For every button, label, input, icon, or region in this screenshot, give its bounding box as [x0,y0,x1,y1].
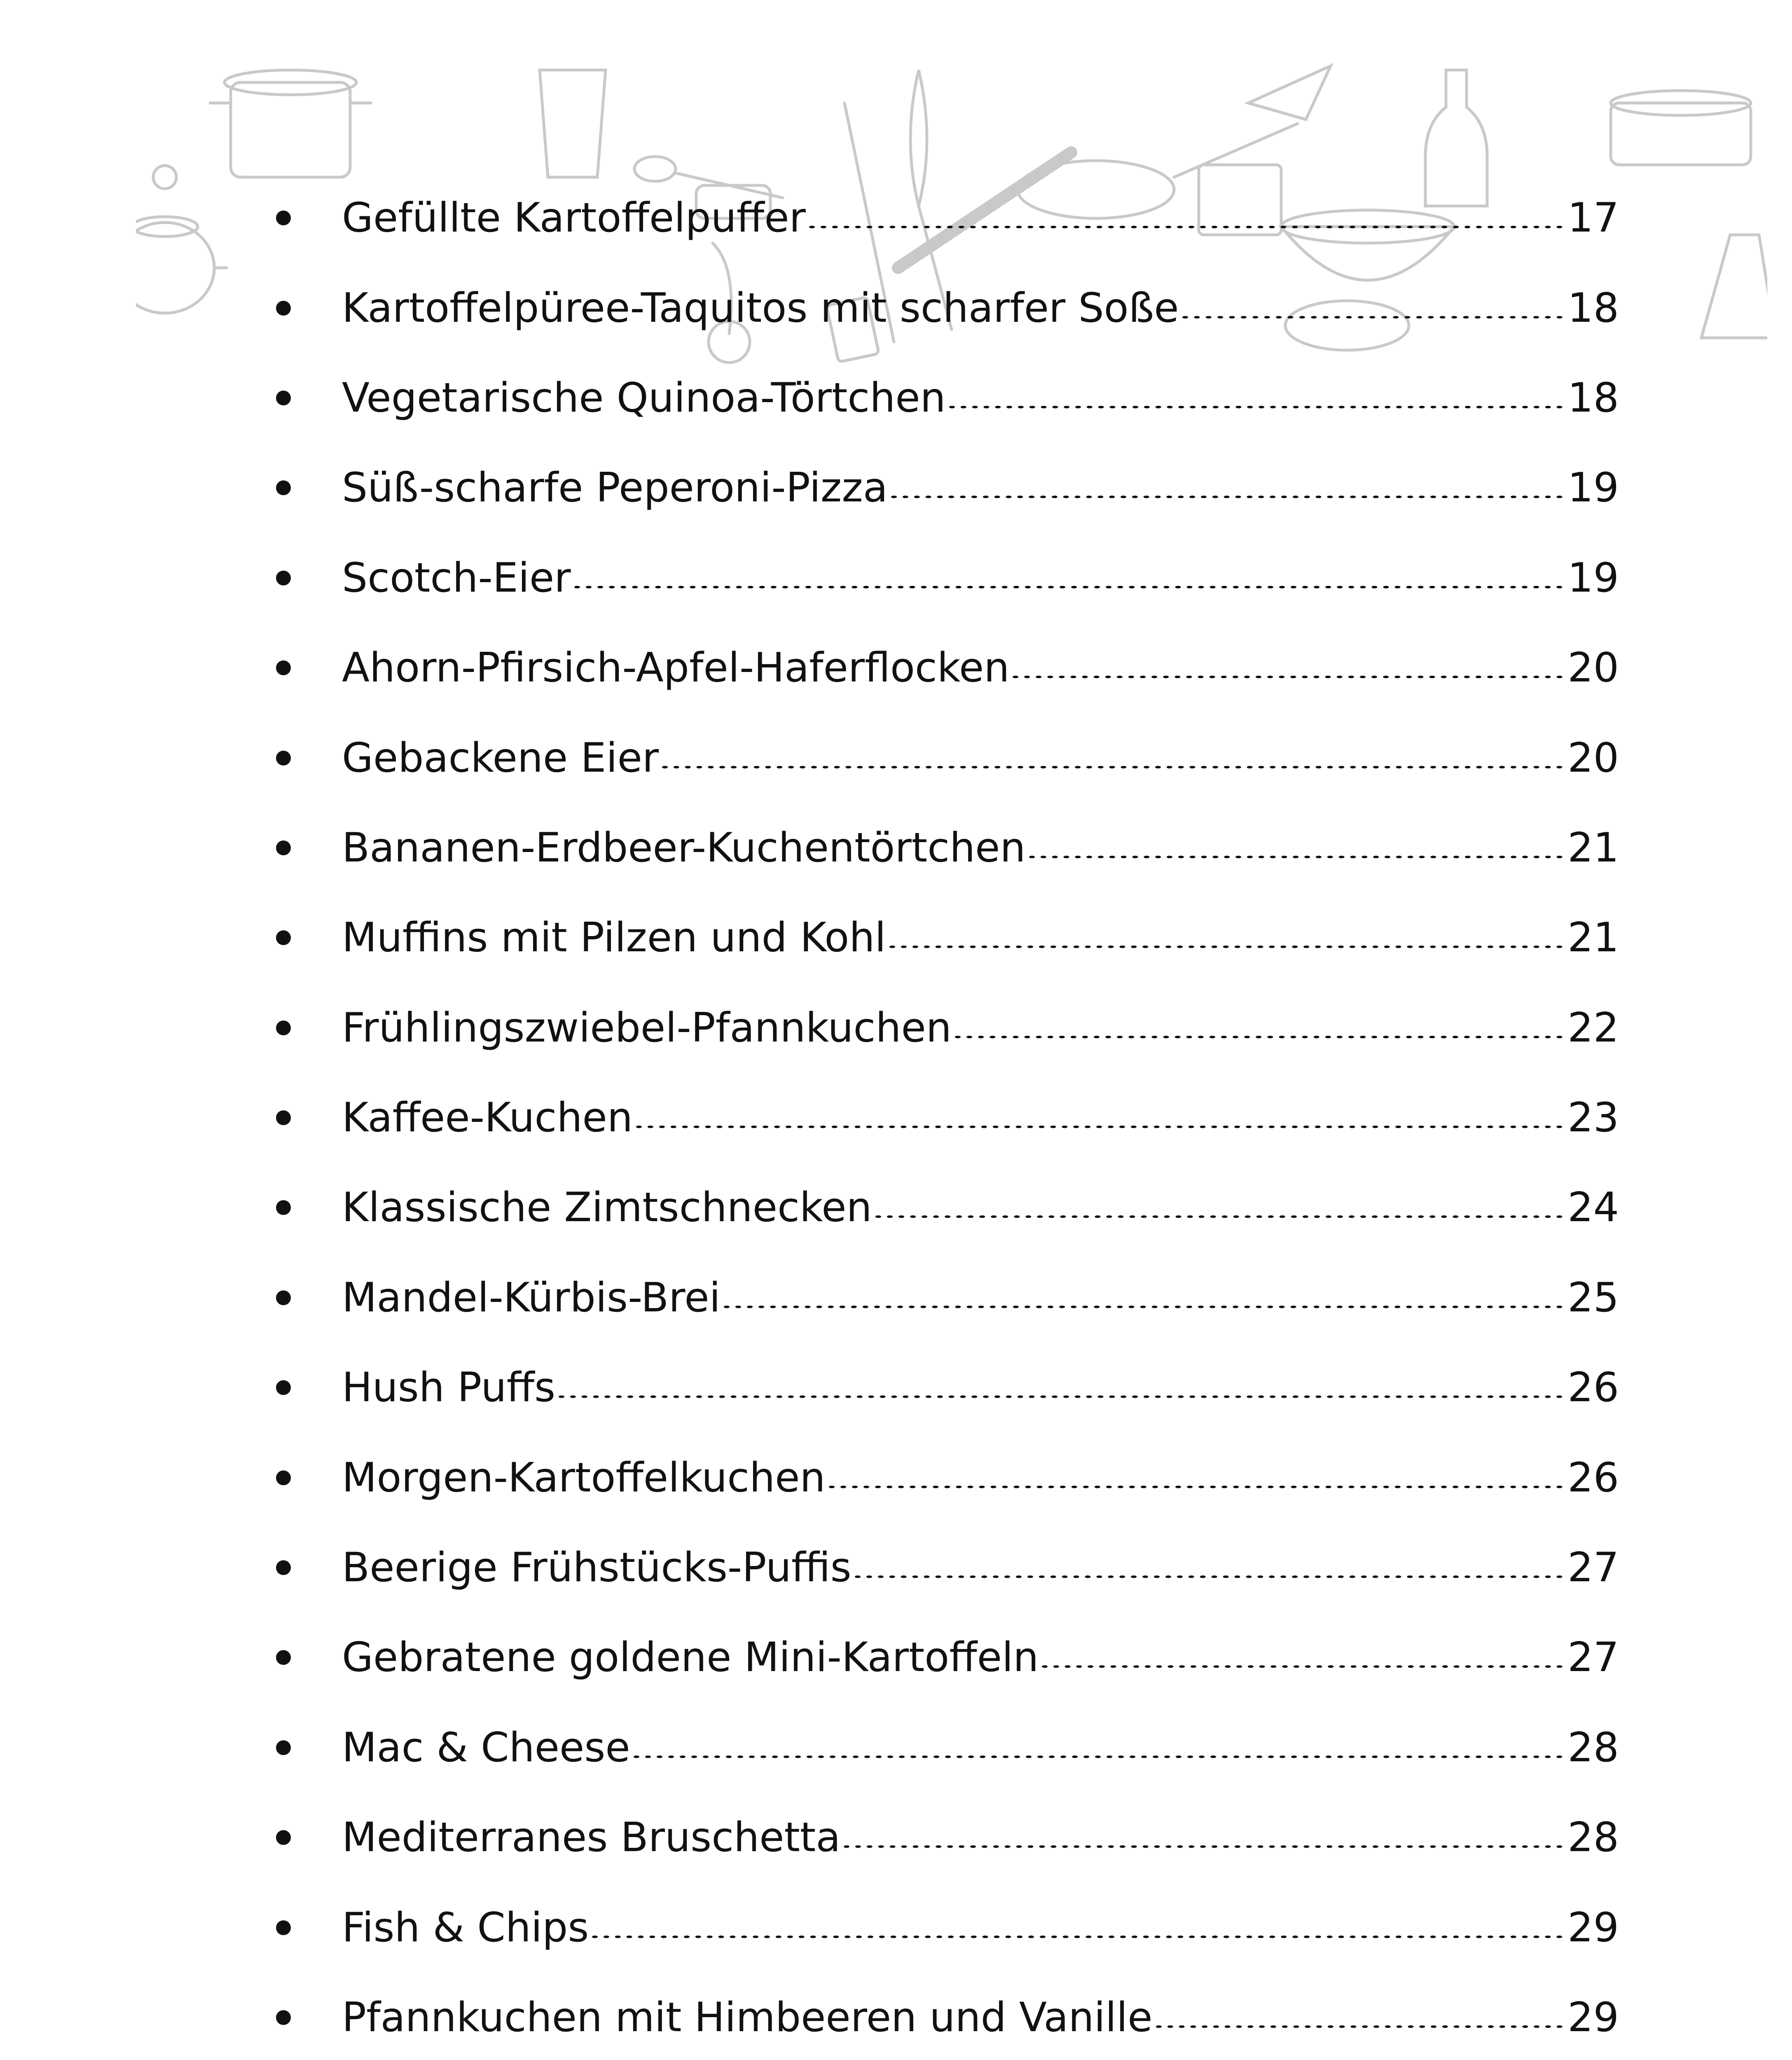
toc-entry-body [342,1073,1619,1163]
toc-entry-page-number: 17 [1567,194,1619,242]
toc-entry-title: Vegetarische Quinoa-Törtchen [342,374,946,421]
bullet-icon [276,211,291,225]
toc-entry-body [342,1882,1619,1972]
toc-entry[interactable] [276,713,1619,803]
toc-entry[interactable] [276,1973,1619,2060]
toc-entry-title: Fish & Chips [342,1904,589,1951]
bullet-icon [276,1740,291,1755]
toc-entry[interactable] [276,1703,1619,1793]
toc-entry-page-number: 19 [1567,554,1619,602]
toc-entry-page-number: 28 [1567,1724,1619,1771]
toc-entry-page-number: 25 [1567,1274,1619,1321]
toc-entry-page-number: 19 [1567,464,1619,512]
toc-entry-page-number: 22 [1567,1004,1619,1051]
bullet-icon [276,1200,291,1215]
dot-leader [891,496,1563,498]
dot-leader [875,1215,1563,1218]
dot-leader [1013,676,1563,678]
bullet-icon [276,1110,291,1125]
toc-entry-title: Kaffee-Kuchen [342,1094,633,1142]
toc-entry-page-number: 21 [1567,914,1619,962]
bullet-icon [276,1290,291,1305]
dot-leader [844,1845,1563,1848]
toc-entry-body [342,263,1619,353]
toc-entry-title: Muffins mit Pilzen und Kohl [342,914,886,962]
bullet-icon [276,1470,291,1485]
bullet-icon [276,930,291,945]
toc-entry[interactable] [276,173,1619,263]
dot-leader [809,226,1563,228]
toc-entry-page-number: 28 [1567,1814,1619,1861]
toc-entry[interactable] [276,1793,1619,1882]
toc-entry-page-number: 24 [1567,1184,1619,1231]
toc-entry-title: Klassische Zimtschnecken [342,1184,872,1231]
toc-entry-body [342,1523,1619,1613]
toc-entry[interactable] [276,1253,1619,1343]
toc-entry-body [342,173,1619,263]
toc-entry-title: Gebratene goldene Mini-Kartoffeln [342,1634,1039,1681]
dot-leader [574,586,1563,588]
toc-entry-page-number: 21 [1567,824,1619,871]
toc-entry-body [342,713,1619,803]
sugar-bowl-icon [136,166,227,313]
toc-entry[interactable] [276,983,1619,1073]
toc-entry-page-number: 29 [1567,1994,1619,2041]
dot-leader [559,1395,1563,1398]
bullet-icon [276,840,291,855]
toc-entry-body [342,1703,1619,1793]
toc-entry[interactable] [276,263,1619,353]
bullet-icon [276,660,291,675]
bullet-icon [276,2010,291,2025]
dot-leader [662,765,1563,768]
bullet-icon [276,1021,291,1035]
table-of-contents [276,173,1619,2060]
bullet-icon [276,1830,291,1845]
dot-leader [1042,1665,1563,1668]
dot-leader [1182,316,1563,318]
toc-entry[interactable] [276,1882,1619,1972]
toc-entry-body [342,1613,1619,1702]
toc-entry-body [342,1253,1619,1343]
toc-entry[interactable] [276,1073,1619,1163]
toc-entry-title: Mac & Cheese [342,1724,630,1771]
bullet-icon [276,1560,291,1575]
toc-entry-body [342,1433,1619,1522]
toc-entry-page-number: 26 [1567,1364,1619,1412]
toc-entry-body [342,1793,1619,1882]
toc-entry-body [342,1973,1619,2060]
toc-entry[interactable] [276,1613,1619,1702]
bullet-icon [276,480,291,495]
toc-entry-title: Mediterranes Bruschetta [342,1814,841,1861]
toc-entry-title: Hush Puffs [342,1364,556,1412]
toc-entry-title: Frühlingszwiebel-Pfannkuchen [342,1004,952,1051]
toc-entry-title: Ahorn-Pfirsich-Apfel-Haferflocken [342,644,1010,692]
toc-entry-page-number: 27 [1567,1634,1619,1681]
toc-entry-body [342,893,1619,983]
bullet-icon [276,1380,291,1395]
cake-tin-icon [1611,91,1751,165]
dot-leader [955,1036,1563,1038]
toc-entry-page-number: 26 [1567,1454,1619,1501]
toc-entry[interactable] [276,353,1619,443]
bullet-icon [276,1920,291,1935]
toc-entry-body [342,803,1619,893]
toc-entry-title: Pfannkuchen mit Himbeeren und Vanille [342,1994,1153,2041]
bullet-icon [276,751,291,765]
toc-entry[interactable] [276,623,1619,713]
toc-entry-title: Morgen-Kartoffelkuchen [342,1454,826,1501]
toc-entry[interactable] [276,1163,1619,1252]
toc-entry-body [342,1163,1619,1252]
toc-entry-title: Scotch-Eier [342,554,571,602]
toc-entry-title: Süß-scharfe Peperoni-Pizza [342,464,888,512]
dot-leader [1029,856,1563,858]
toc-entry[interactable] [276,1523,1619,1613]
bullet-icon [276,391,291,405]
dot-leader [636,1126,1563,1128]
toc-entry-body [342,623,1619,713]
toc-entry-body [342,983,1619,1073]
bullet-icon [276,571,291,585]
toc-entry-body [342,353,1619,443]
toc-entry[interactable] [276,803,1619,893]
dot-leader [889,946,1563,948]
toc-entry-page-number: 20 [1567,734,1619,782]
toc-entry-page-number: 18 [1567,284,1619,332]
knife-icon [1248,66,1331,119]
toc-entry[interactable] [276,443,1619,533]
bullet-icon [276,301,291,316]
stock-pot-icon [210,70,371,177]
toc-entry-title: Mandel-Kürbis-Brei [342,1274,721,1321]
toc-entry-page-number: 23 [1567,1094,1619,1142]
grater-icon [1701,235,1767,338]
dot-leader [829,1486,1563,1488]
toc-entry-page-number: 18 [1567,374,1619,421]
toc-entry-title: Kartoffelpüree-Taquitos mit scharfer Soße [342,284,1179,332]
toc-entry[interactable] [276,893,1619,983]
toc-entry-page-number: 20 [1567,644,1619,692]
dot-leader [592,1935,1563,1938]
dot-leader [949,406,1563,408]
toc-entry-page-number: 29 [1567,1904,1619,1951]
dot-leader [634,1756,1563,1758]
toc-entry-title: Bananen-Erdbeer-Kuchentörtchen [342,824,1026,871]
toc-entry-page-number: 27 [1567,1544,1619,1592]
dot-leader [855,1575,1563,1578]
dot-leader [1156,2025,1563,2028]
toc-entry-body [342,443,1619,533]
toc-entry-body [342,533,1619,623]
bullet-icon [276,1650,291,1665]
toc-entry-title: Gefüllte Kartoffelpuffer [342,194,806,242]
toc-entry-body [342,1343,1619,1433]
toc-entry[interactable] [276,1433,1619,1522]
toc-entry-title: Gebackene Eier [342,734,659,782]
toc-entry[interactable] [276,1343,1619,1433]
glass-icon [540,70,606,177]
toc-entry[interactable] [276,533,1619,623]
dot-leader [724,1306,1563,1308]
toc-entry-title: Beerige Frühstücks-Puffis [342,1544,852,1592]
